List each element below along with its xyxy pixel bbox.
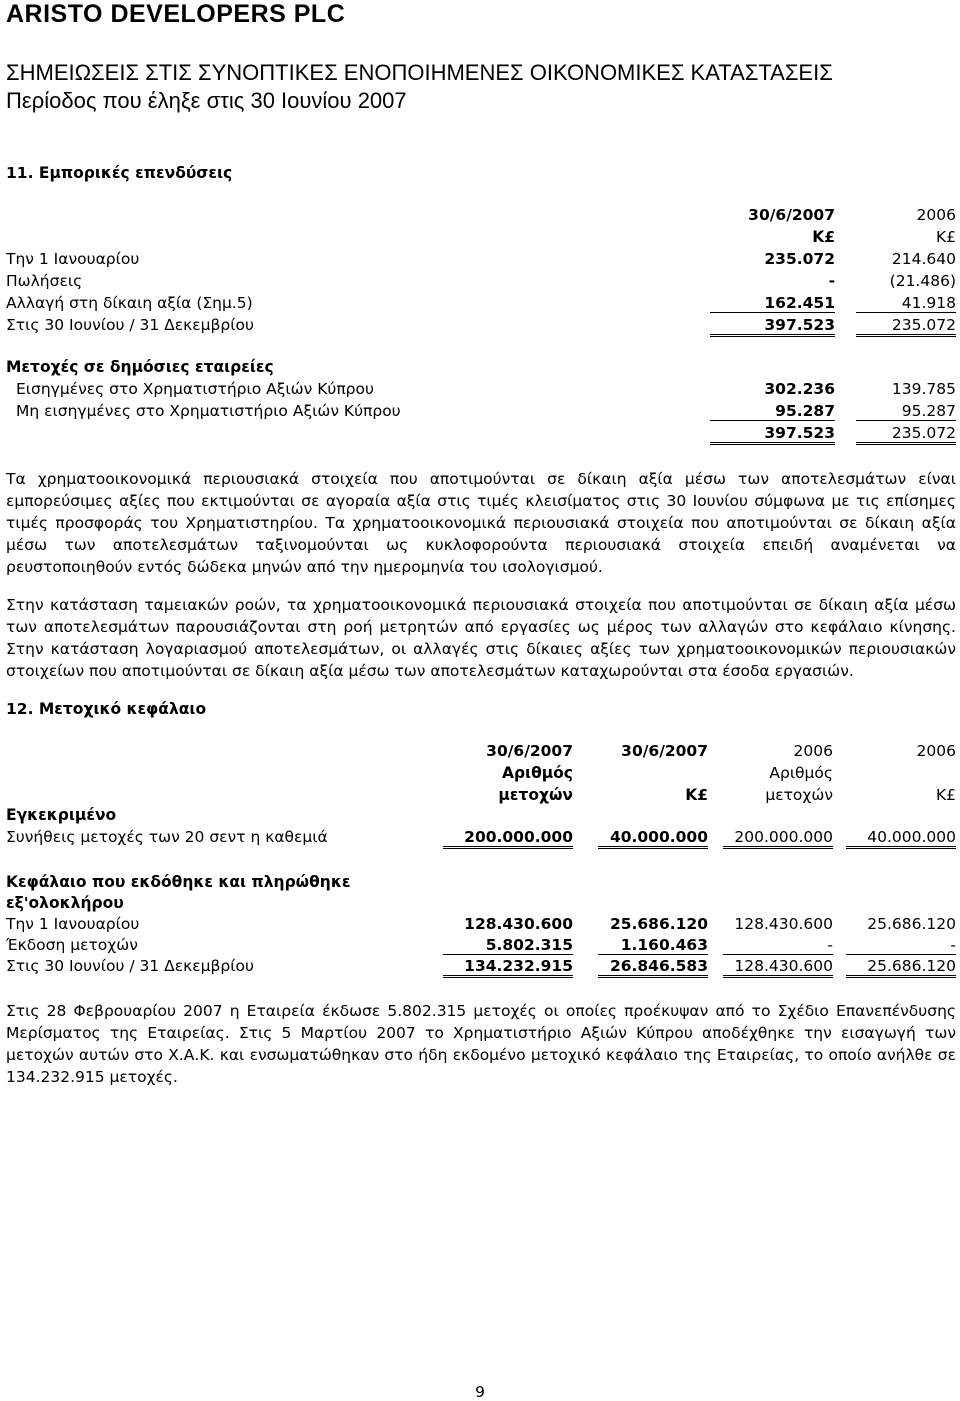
value-shares-2007: 134.232.915: [443, 957, 573, 978]
value-amount-2006: 40.000.000: [846, 828, 956, 849]
value-2006: (21.486): [889, 272, 956, 290]
value-amount-2007: 40.000.000: [598, 828, 708, 849]
row-label: Πωλήσεις: [6, 272, 83, 290]
issued-heading-1: Κεφάλαιο που εκδόθηκε και πληρώθηκε: [6, 873, 351, 891]
header-amount-2007: 30/6/2007: [621, 742, 708, 760]
col-header-2007: 30/6/2007: [748, 206, 835, 224]
value-2006: 235.072: [856, 316, 956, 337]
value-amount-2006: -: [846, 936, 956, 955]
value-shares-2006: 128.430.600: [723, 957, 833, 978]
value-shares-2006: -: [723, 936, 833, 955]
table-row: [0, 957, 960, 977]
value-amount-2007: 25.686.120: [609, 915, 708, 933]
report-title: ΣΗΜΕΙΩΣΕΙΣ ΣΤΙΣ ΣΥΝΟΠΤΙΚΕΣ ΕΝΟΠΟΙΗΜΕΝΕΣ ΟΙΚΟΝΟΜΙΚΕΣ ΚΑΤΑΣΤΑΣΕΙΣ: [6, 60, 833, 85]
note-12-paragraph: Στις 28 Φεβρουαρίου 2007 η Εταιρεία έκδωσε 5.802.315 μετοχές οι οποίες προέκυψαν από το Σχέδιο Επανεπένδυσης Μερίσματος της Εταιρείας. Στις 5 Μαρτίου 2007 το Χρηματιστήριο Αξιών Κύπρου αποδέχθηκε την εισαγωγή των μετοχών αυτών στο Χ.Α.Κ. και ενσωματώθηκαν στο ήδη εκδομένο μετοχικό κεφάλαιο της Εταιρείας, το οποίο ανήλθε σε 134.232.915 μετοχές.: [6, 1002, 956, 1086]
note-12-heading: 12. Μετοχικό κεφάλαιο: [6, 700, 207, 718]
note-11-paragraph-1: Τα χρηματοοικονομικά περιουσιακά στοιχεία που αποτιμούνται σε δίκαιη αξία μέσω των αποτελεσμάτων είναι εμπορεύσιμες αξίες που εκτιμούνται σε αγοραία αξία στις τιμές κλεισίματος στις 30 Ιουνίου σύμφωνα με τις επίσημες τιμές προσφοράς του Χρηματιστηρίου. Τα χρηματοοικονομικά περιουσιακά στοιχεία που αποτιμούνται σε δίκαιη αξία μέσω των αποτελεσμάτων ταξινομούνται ως κυκλοφορούντα περιουσιακά στοιχεία επειδή αναμένεται να ρευστοποιηθούν εντός δώδεκα μηνών από την ημερομηνία του ισολογισμού.: [6, 470, 956, 576]
value-shares-2007: 5.802.315: [443, 936, 573, 955]
col-header-2006: 2006: [916, 206, 956, 224]
table-row: [0, 402, 960, 422]
page-number: 9: [475, 1383, 485, 1401]
total-2007: 397.523: [710, 424, 835, 445]
value-2006: 214.640: [891, 250, 956, 268]
table-row: [0, 380, 960, 400]
value-2006: 139.785: [891, 380, 956, 398]
row-label: Αλλαγή στη δίκαιη αξία (Σημ.5): [6, 294, 253, 312]
issued-heading-2: εξ'ολοκλήρου: [6, 894, 124, 912]
note-11-paragraph-2: Στην κατάσταση ταμειακών ροών, τα χρηματοοικονομικά περιουσιακά στοιχεία που αποτιμούνται σε δίκαιη αξία μέσω των αποτελεσμάτων παρουσιάζονται στη ροή μετρητών από εργασίες ως μέρος των αλλαγών στο κεφάλαιο κίνησης. Στην κατάσταση λογαριασμού αποτελεσμάτων, οι αλλαγές στις δίκαιες αξίες των χρηματοοικονομικών περιουσιακών στοιχείων που αποτιμούνται σε δίκαιη αξία μέσω των αποτελεσμάτων καταχωρούνται στα έσοδα εργασιών.: [6, 596, 956, 680]
table-row: [0, 915, 960, 935]
table-total-row: [0, 424, 960, 444]
row-label: Στις 30 Ιουνίου / 31 Δεκεμβρίου: [6, 957, 254, 975]
row-label: Μη εισηγμένες στο Χρηματιστήριο Αξιών Κύπρου: [16, 402, 401, 420]
row-label: Στις 30 Ιουνίου / 31 Δεκεμβρίου: [6, 316, 254, 334]
table-row: [0, 936, 960, 956]
table-row: [0, 272, 960, 292]
header-amount-2007-unit: Κ£: [685, 786, 708, 804]
value-amount-2006: 25.686.120: [867, 915, 956, 933]
table-row: [0, 828, 960, 848]
company-name: ARISTO DEVELOPERS PLC: [6, 0, 346, 28]
value-2006: 95.287: [856, 402, 956, 421]
header-shares-2007-unit: μετοχών: [498, 786, 573, 804]
value-2007: 235.072: [764, 250, 835, 268]
value-2007: -: [828, 272, 835, 290]
header-shares-2007-sub: Αριθμός: [501, 764, 573, 782]
value-2007: 162.451: [710, 294, 835, 313]
row-label: Έκδοση μετοχών: [6, 936, 138, 954]
header-shares-2006: 2006: [793, 742, 833, 760]
value-shares-2007: 200.000.000: [443, 828, 573, 849]
row-label: Συνήθεις μετοχές των 20 σεντ η καθεμιά: [6, 828, 328, 846]
row-label: Την 1 Ιανουαρίου: [6, 250, 140, 268]
table-row: [0, 316, 960, 336]
value-2007: 95.287: [710, 402, 835, 421]
note-11-unit-row: [0, 228, 960, 248]
unit-2007: Κ£: [812, 228, 835, 246]
note-12-header-row-1: [0, 742, 960, 762]
note-11-subheading: Μετοχές σε δημόσιες εταιρείες: [6, 358, 274, 376]
row-label: Την 1 Ιανουαρίου: [6, 915, 140, 933]
value-2007: 302.236: [764, 380, 835, 398]
unit-2006: Κ£: [935, 228, 956, 246]
value-shares-2007: 128.430.600: [464, 915, 573, 933]
report-period: Περίοδος που έληξε στις 30 Ιουνίου 2007: [6, 88, 407, 113]
header-amount-2006-unit: Κ£: [935, 786, 956, 804]
value-shares-2006: 128.430.600: [734, 915, 833, 933]
table-row: [0, 250, 960, 270]
value-amount-2007: 26.846.583: [598, 957, 708, 978]
note-12-header-row-3: [0, 786, 960, 806]
note-11-col-header-row: [0, 206, 960, 226]
header-amount-2006: 2006: [916, 742, 956, 760]
value-2006: 41.918: [856, 294, 956, 313]
value-amount-2006: 25.686.120: [846, 957, 956, 978]
header-shares-2006-sub: Αριθμός: [769, 764, 833, 782]
table-row: [0, 294, 960, 314]
header-shares-2006-unit: μετοχών: [765, 786, 833, 804]
total-2006: 235.072: [856, 424, 956, 445]
note-12-header-row-2: [0, 764, 960, 784]
value-2007: 397.523: [710, 316, 835, 337]
note-11-heading: 11. Εμπορικές επενδύσεις: [6, 164, 233, 182]
value-shares-2006: 200.000.000: [723, 828, 833, 849]
authorised-heading: Εγκεκριμένο: [6, 806, 117, 824]
header-shares-2007: 30/6/2007: [486, 742, 573, 760]
row-label: Εισηγμένες στο Χρηματιστήριο Αξιών Κύπρου: [16, 380, 374, 398]
value-amount-2007: 1.160.463: [598, 936, 708, 955]
